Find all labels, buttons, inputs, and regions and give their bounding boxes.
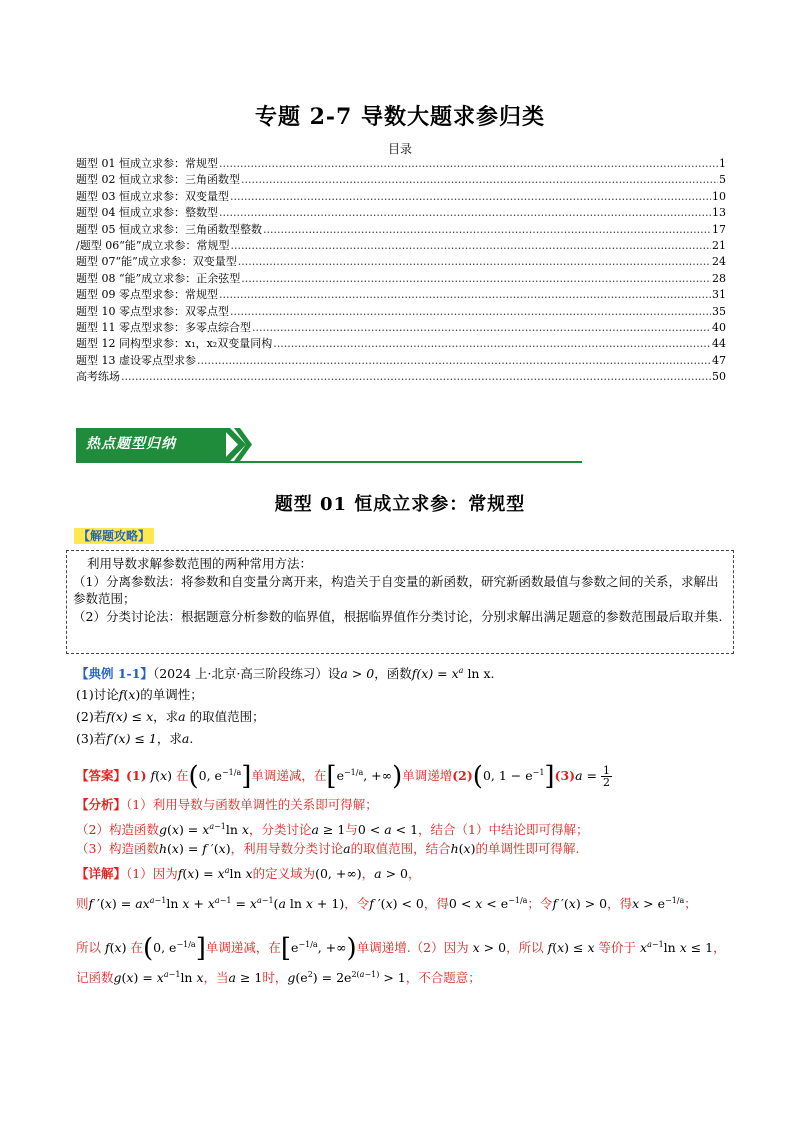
banner-underline (76, 461, 582, 463)
analysis-text: 与 (345, 822, 358, 838)
question-1: (1)讨论f(x)的单调性； (76, 687, 203, 702)
toc-entry-page: 1 (719, 157, 726, 170)
toc-entry-page: 50 (712, 370, 726, 384)
q3-pre: (3)若 (76, 731, 107, 746)
analysis-text: （3）构造函数 (76, 841, 159, 856)
q3-post: ，求 (156, 731, 182, 746)
toc-leader (219, 205, 711, 221)
toc-leader (273, 336, 711, 352)
answer-label: 【答案】 (76, 768, 127, 784)
toc-leader (219, 287, 711, 303)
analysis-text: 的取值范围，结合 (350, 841, 451, 856)
q1-pre: (1)讨论 (76, 687, 119, 702)
analysis-line-1 (76, 796, 736, 814)
detail-label: 【详解】 (76, 866, 127, 882)
detail-line-4: 记函数$g(x) = x^{a-1}\ln$ x，当a ≥ 1时，$g(e^2) = 2e^{2(a-1)} > 1$，不合题意； (76, 970, 481, 986)
example-label: 【典例 1-1】 (76, 666, 153, 682)
toc-entry-page: 28 (712, 271, 726, 285)
toc-entry[interactable] (76, 205, 726, 221)
toc-heading: 目录 (387, 142, 412, 156)
section-banner (76, 428, 584, 464)
toc-entry[interactable] (76, 271, 726, 287)
strategy-line: 利用导数求解参数范围的两种常用方法： (87, 556, 313, 571)
strategy-line: （1）分离参数法：将参数和自变量分离开来，构造关于自变量的新函数，研究新函数最值与参数之间的关系，求解出参数范围； (73, 573, 719, 606)
toc-entry[interactable] (76, 336, 726, 352)
toc-entry[interactable] (76, 254, 726, 270)
toc-entry-label: 题型 13 虚设零点型求参 (76, 353, 196, 367)
toc-entry-page: 44 (712, 337, 726, 351)
toc-entry-label: 题型 08 “能”成立求参：正余弦型 (76, 271, 241, 285)
toc-leader (197, 353, 711, 369)
toc-entry-label: 题型 02 恒成立求参：三角函数型 (76, 173, 240, 187)
q2-tail: 的取值范围； (189, 709, 265, 724)
example-header: 【典例 1-1】（2024 上·北京·高三阶段练习）设a > 0，函数$f(x) = x^a$ ln x. (76, 666, 495, 682)
toc-leader (263, 222, 711, 238)
toc-entry-label: 题型 03 恒成立求参：双变量型 (76, 189, 229, 203)
toc-leader (252, 320, 711, 336)
math-ln: ln x (467, 666, 491, 682)
detail-line-3: 所以 f(x) 在(0, $e^{-1/a}$]单调递减，在[$e^{-1/a}$, +∞)单调递增.（2）因为 x > 0，所以 f(x) ≤ x 等价于 $x^{a-1}\ln$ x ≤ 1， (76, 933, 726, 964)
toc-entry-label: 题型 10 零点型求参：双零点型 (76, 304, 229, 318)
toc-entry-page: 13 (712, 206, 726, 220)
toc-leader (121, 369, 711, 385)
answer-line: 【答案】(1) f(x) 在(0, $e^{-1/a}$]单调递减，在[$e^{-1/a}$, +∞)单调递增(2)(0, $1 - e^{-1}](3)a$ = $\frac{1}{2}$ (76, 761, 610, 792)
toc-entry-label: 题型 04 恒成立求参：整数型 (76, 206, 218, 220)
example-func-text: ，函数 (374, 666, 412, 682)
toc-entry-page: 5 (719, 173, 726, 187)
toc-entry[interactable] (76, 353, 726, 369)
q2-post: ，求 (153, 709, 179, 724)
toc-entry[interactable] (76, 222, 726, 238)
toc-entry-page: 24 (712, 255, 726, 269)
toc-entry-page: 35 (712, 304, 726, 318)
strategy-box (66, 550, 734, 654)
toc-entry-page: 21 (712, 239, 726, 253)
toc-entry-page: 17 (712, 222, 726, 236)
section-title: 题型 01 恒成立求参：常规型 (274, 494, 526, 515)
toc-entry[interactable] (76, 172, 726, 188)
stripe-icon (222, 428, 252, 461)
toc-entry-page: 40 (712, 321, 726, 335)
analysis-line-3: （3）构造函数h(x) = f ′(x)，利用导数分类讨论a的取值范围，结合h(x)的单调性即可得解. (76, 841, 580, 856)
detail-line-2: 则f $'(x) = ax^{a-1}\ln$ $x + x^{a-1} = x^{a-1}(a$ ln x + 1)，令f ′(x) < 0，得$0 < x < e^{-1/a}$；令f ′(x) > 0，得$x > e^{-1/a}$； (76, 896, 697, 912)
toc-entry-label: 题型 07“能”成立求参：双变量型 (76, 255, 237, 269)
toc-entry-label: 高考练场 (76, 370, 120, 384)
toc-leader (230, 304, 711, 320)
document-title: 专题 2-7 导数大题求参归类 (254, 104, 546, 130)
q2-math: f(x) ≤ x (106, 709, 154, 724)
toc-entry[interactable] (76, 320, 726, 336)
toc-entry[interactable] (76, 189, 726, 205)
toc-leader (230, 189, 711, 205)
toc-entry[interactable] (76, 238, 726, 254)
toc-leader (230, 238, 711, 254)
analysis-text: ，利用导数分类讨论 (230, 841, 344, 856)
analysis-label: 【分析】 (76, 797, 127, 812)
table-of-contents (76, 156, 726, 386)
toc-entry-label: 题型 09 零点型求参：常规型 (76, 288, 218, 302)
strategy-label: 【解题攻略】 (74, 528, 154, 544)
strategy-line: （2）分类讨论法：根据题意分析参数的临界值，根据临界值作分类讨论，分别求解出满足题意的参数范围最后取并集. (73, 608, 723, 624)
toc-leader (238, 254, 711, 270)
question-3: (3)若f′(x) ≤ 1，求a. (76, 731, 194, 746)
example-source: （2024 上·北京·高三阶段练习）设 (152, 666, 341, 682)
toc-leader (219, 156, 718, 172)
toc-leader (241, 271, 711, 287)
analysis-text: （1）利用导数与函数单调性的关系即可得解； (126, 797, 378, 812)
q1-post: 的单调性； (140, 687, 203, 702)
toc-entry[interactable] (76, 287, 726, 303)
analysis-text: ，结合（1）中结论即可得解； (418, 822, 589, 838)
banner-label: 热点题型归纳 (76, 428, 226, 461)
toc-leader (241, 172, 718, 188)
toc-entry-label: 题型 01 恒成立求参：常规型 (76, 157, 218, 170)
toc-entry[interactable] (76, 304, 726, 320)
math-func: f(x) = x (411, 666, 459, 682)
question-2: (2)若f(x) ≤ x，求a 的取值范围； (76, 709, 265, 724)
toc-entry-page: 10 (712, 189, 726, 203)
q3-math: f′(x) ≤ 1 (106, 731, 157, 746)
math-cond: a > 0 (340, 666, 375, 682)
toc-entry-page: 31 (712, 288, 726, 302)
toc-entry-page: 47 (712, 353, 726, 367)
toc-entry[interactable] (76, 156, 726, 172)
q2-pre: (2)若 (76, 709, 107, 724)
detail-line-1: 【详解】（1）因为$f(x) = x^a\ln$ x的定义域为(0, +∞)，a > 0， (76, 866, 421, 882)
toc-entry-label: 题型 12 同构型求参：x₁，x₂双变量同构 (76, 337, 273, 351)
toc-entry-label: 题型 05 恒成立求参：三角函数型整数 (76, 222, 262, 236)
toc-entry[interactable] (76, 369, 726, 385)
analysis-text: 的单调性即可得解. (475, 841, 580, 856)
toc-entry-label: /题型 06“能”成立求参：常规型 (76, 239, 230, 253)
analysis-text: （2）构造函数 (76, 822, 159, 838)
toc-entry-label: 题型 11 零点型求参：多零点综合型 (76, 321, 251, 335)
analysis-line-2: （2）构造函数$g(x) = x^{a-1}\ln$ x，分类讨论a ≥ 1与0 < a < 1，结合（1）中结论即可得解； (76, 822, 589, 838)
analysis-text: ，分类讨论 (248, 822, 312, 838)
